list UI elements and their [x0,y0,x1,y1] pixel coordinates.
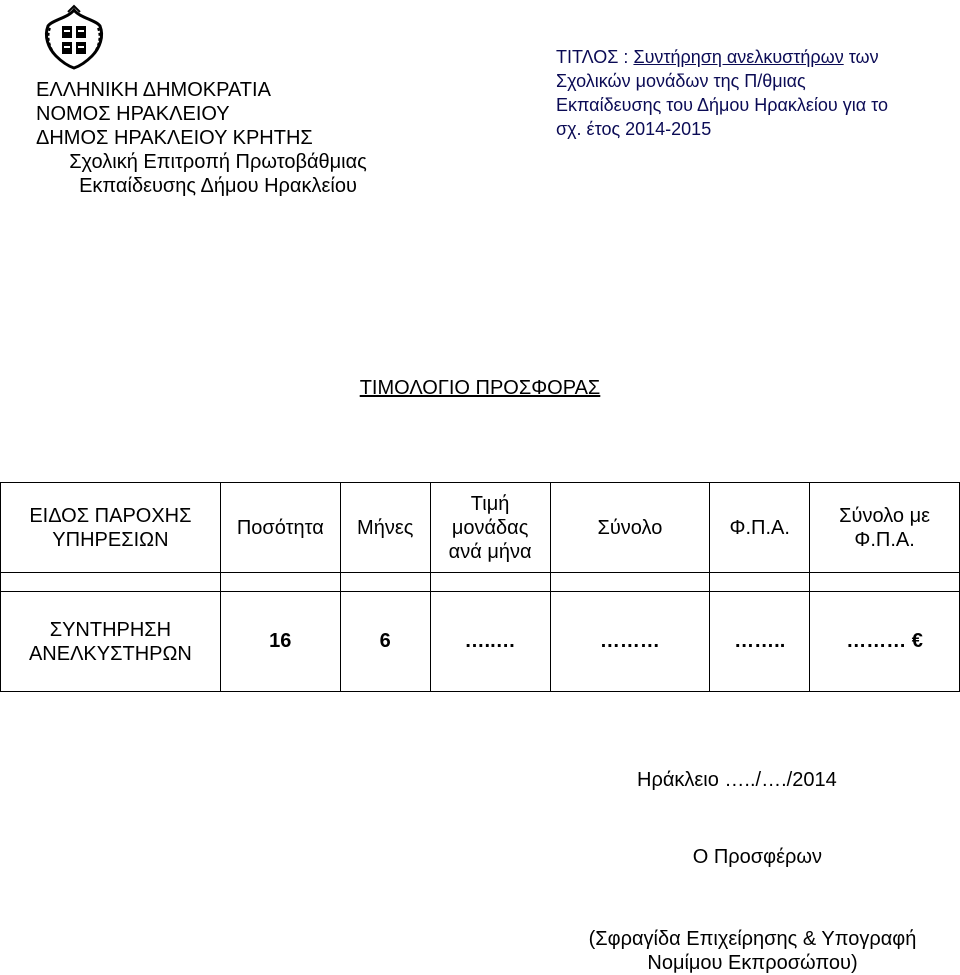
greek-emblem-icon [38,4,110,70]
header-unit-price: Τιμή μονάδας ανά μήνα [430,483,550,573]
table-spacer-row [1,573,960,592]
table-header-row [1,483,960,573]
procurement-title [556,45,936,141]
signature-note-line-2: Νομίμου Εκπροσώπου) [647,952,858,974]
offeror-label: Ο Προσφέρων [692,846,822,868]
issuer-line-4: Σχολική Επιτροπή Πρωτοβάθμιας [69,151,367,173]
title-line-2: Σχολικών μονάδων της Π/θμιας [556,71,806,91]
cell-vat: …….. [710,592,810,692]
place-date: Ηράκλειο …../…./2014 [637,769,837,791]
header-vat: Φ.Π.Α. [710,483,810,573]
issuer-line-2: ΝΟΜΟΣ ΗΡΑΚΛΕΙΟΥ [36,103,230,125]
header-total: Σύνολο [550,483,710,573]
cell-months: 6 [340,592,430,692]
cell-total-with-vat: ……… € [810,592,960,692]
issuer-line-1: ΕΛΛΗΝΙΚΗ ΔΗΜΟΚΡΑΤΙΑ [36,79,271,101]
title-line-4: σχ. έτος 2014-2015 [556,119,712,139]
title-label: ΤΙΤΛΟΣ : [556,47,634,67]
cell-total: ……… [550,592,710,692]
cell-unit-price: …..… [430,592,550,692]
document-title: ΤΙΜΟΛΟΓΙΟ ΠΡΟΣΦΟΡΑΣ [359,377,601,399]
header-total-with-vat: Σύνολο με Φ.Π.Α. [810,483,960,573]
title-subject: Συντήρηση ανελκυστήρων [633,47,844,67]
issuer-block [36,78,402,198]
header-quantity: Ποσότητα [220,483,340,573]
offer-table [0,482,960,692]
signature-note [555,927,950,975]
cell-quantity: 16 [220,592,340,692]
title-line-1 [556,45,936,69]
table-row [1,592,960,692]
cell-service: ΣΥΝΤΗΡΗΣΗ ΑΝΕΛΚΥΣΤΗΡΩΝ [1,592,221,692]
signature-note-line-1: (Σφραγίδα Επιχείρησης & Υπογραφή [588,928,917,950]
header-service-type: ΕΙΔΟΣ ΠΑΡΟΧΗΣ ΥΠΗΡΕΣΙΩΝ [1,483,221,573]
issuer-line-5: Εκπαίδευσης Δήμου Ηρακλείου [79,175,357,197]
title-line-3: Εκπαίδευσης του Δήμου Ηρακλείου για το [556,95,889,115]
title-line-1-rest: των [843,47,879,67]
header-months: Μήνες [340,483,430,573]
issuer-line-3: ΔΗΜΟΣ ΗΡΑΚΛΕΙΟΥ ΚΡΗΤΗΣ [36,127,313,149]
